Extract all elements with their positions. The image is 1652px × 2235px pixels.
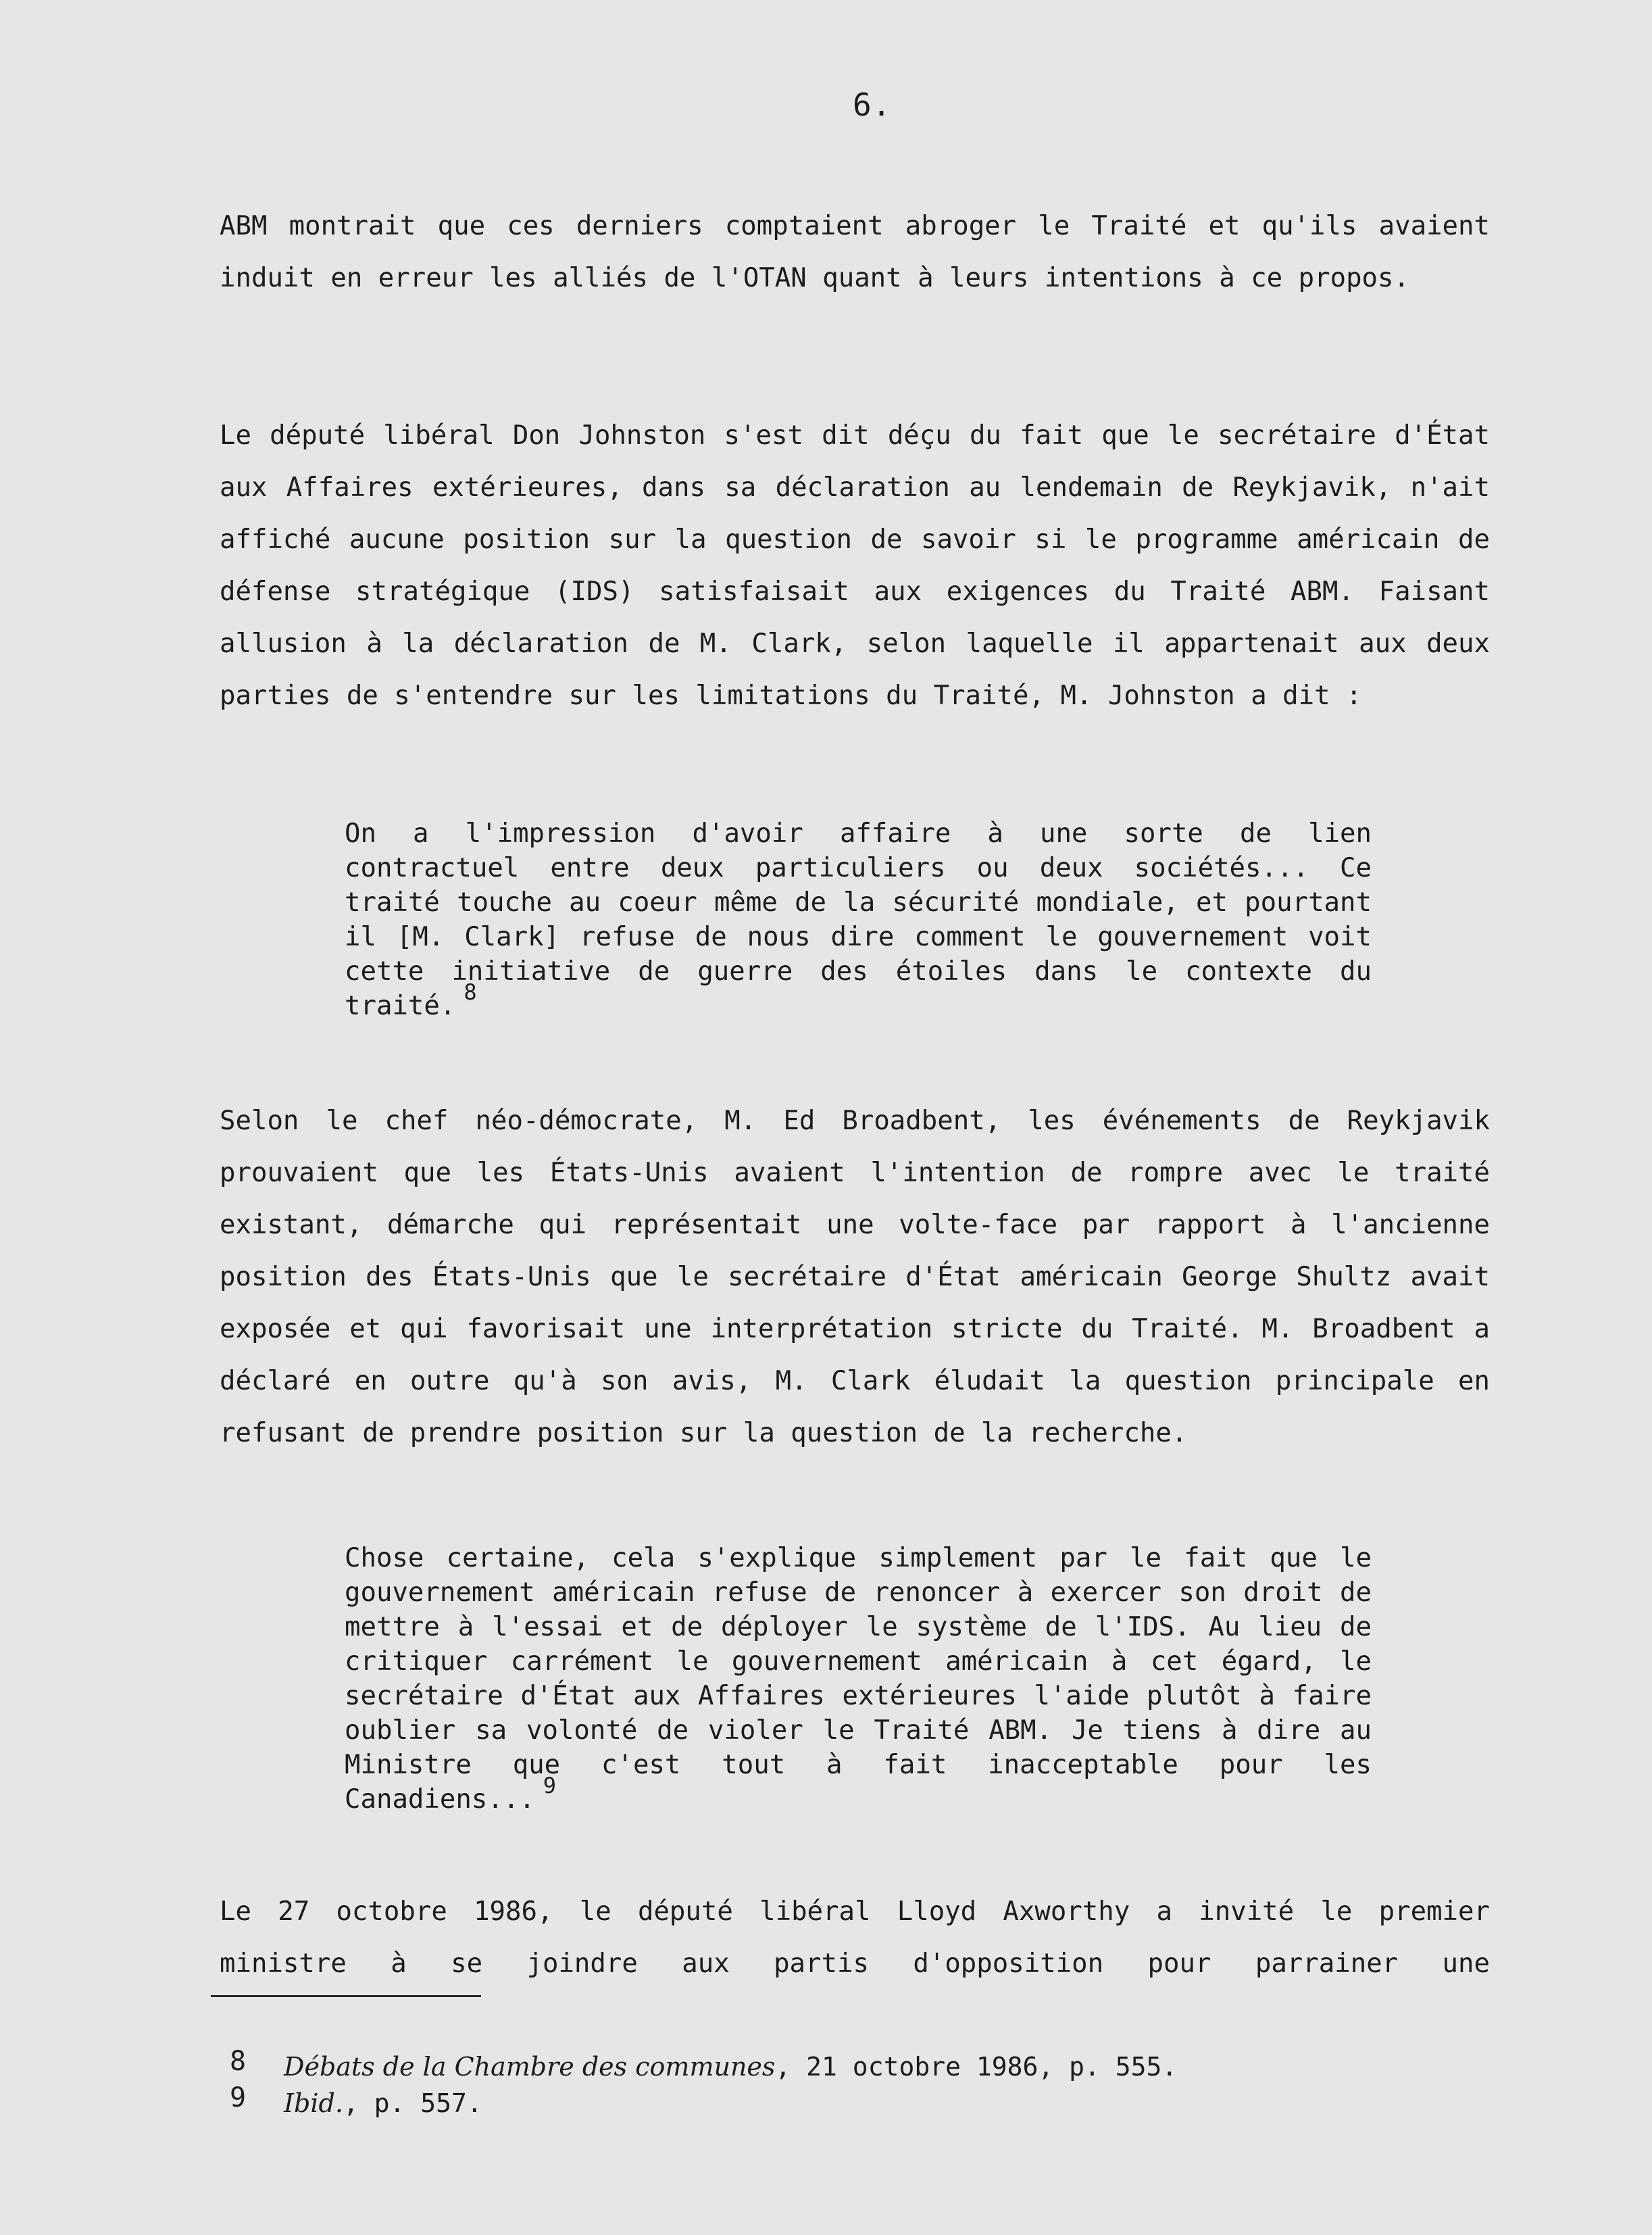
block-quote-1-text: On a l'impression d'avoir affaire à une sorte de lien contractuel entre deux particuliers ou deux sociétés... Ce traité touche au coeur même de la sécurité mondiale, et pourtant il [M. Clark] refuse de nous dire comment le gouvernement voit cette initiative de guerre des étoiles dans le contexte du traité. (345, 818, 1372, 1021)
block-quote-2 (345, 1541, 1372, 1818)
block-quote-2-text: Chose certaine, cela s'explique simplement par le fait que le gouvernement américain refuse de renoncer à exercer son droit de mettre à l'essai et de déployer le système de l'IDS. Au lieu de critiquer carrément le gouvernement américain à cet égard, le secrétaire d'État aux Affaires extérieures l'aide plutôt à faire oublier sa volonté de violer le Traité ABM. Je tiens à dire au Ministre que c'est tout à fait inacceptable pour les Canadiens... (345, 1543, 1372, 1815)
footnote-ref-8: 8 (464, 979, 477, 1005)
page-number: 6. (853, 87, 892, 123)
footnote-source-detail: , 21 octobre 1986, p. 555. (775, 2052, 1178, 2082)
footnote-divider (211, 1995, 481, 1997)
footnote-source-title: Ibid. (284, 2088, 343, 2118)
footnote-ref-9: 9 (543, 1773, 557, 1798)
footnote-text (284, 2088, 482, 2118)
paragraph-4: Le 27 octobre 1986, le député libéral Lloyd Axworthy a invité le premier ministre à se joindre aux partis d'opposition pour parrainer une (220, 1896, 1490, 1979)
footnote-text (284, 2052, 1177, 2082)
paragraph-2: Le député libéral Don Johnston s'est dit déçu du fait que le secrétaire d'État aux Affaires extérieures, dans sa déclaration au lendemain de Reykjavik, n'ait affiché aucune position sur la question de savoir si le programme américain de défense stratégique (IDS) satisfaisait aux exigences du Traité ABM. Faisant allusion à la déclaration de M. Clark, selon laquelle il appartenait aux deux parties de s'entendre sur les limitations du Traité, M. Johnston a dit : (220, 420, 1490, 711)
footnote-number: 9 (230, 2082, 247, 2113)
footnote-number: 8 (230, 2046, 247, 2077)
paragraph-1: ABM montrait que ces derniers comptaient abroger le Traité et qu'ils avaient induit en erreur les alliés de l'OTAN quant à leurs intentions à ce propos. (220, 211, 1490, 293)
footnote-source-detail: , p. 557. (343, 2088, 482, 2118)
block-quote-1 (345, 816, 1372, 1025)
paragraph-3: Selon le chef néo-démocrate, M. Ed Broadbent, les événements de Reykjavik prouvaient que les États-Unis avaient l'intention de rompre avec le traité existant, démarche qui représentait une volte-face par rapport à l'ancienne position des États-Unis que le secrétaire d'État américain George Shultz avait exposée et qui favorisait une interprétation stricte du Traité. M. Broadbent a déclaré en outre qu'à son avis, M. Clark éludait la question principale en refusant de prendre position sur la question de la recherche. (220, 1106, 1490, 1448)
footnote-source-title: Débats de la Chambre des communes (284, 2052, 776, 2082)
